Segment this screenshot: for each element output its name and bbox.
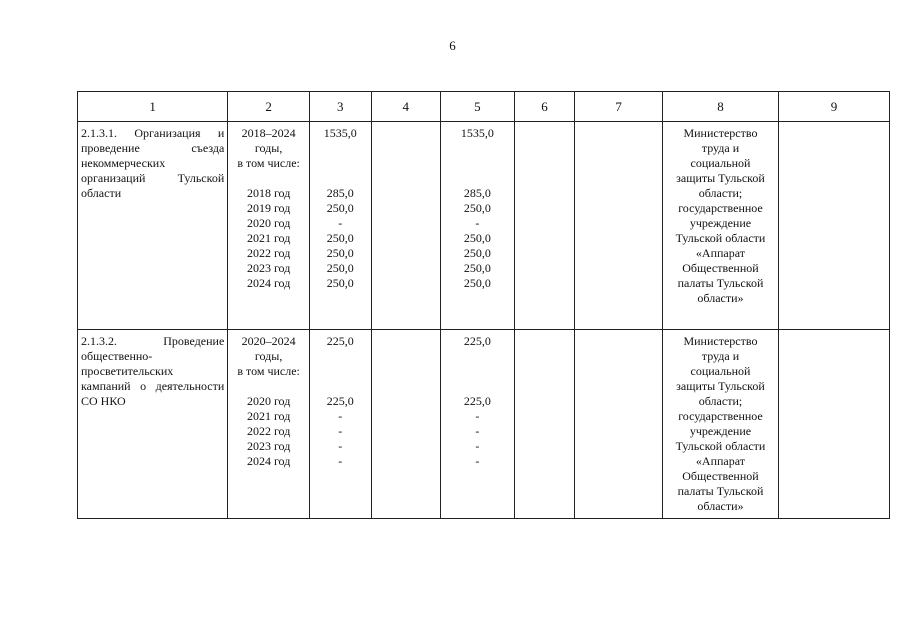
executor-line: учреждение — [689, 424, 752, 438]
spacer — [310, 156, 371, 171]
executor-line: области; — [698, 394, 743, 408]
year-label: 2024 год — [246, 454, 291, 468]
activity-name-line: СО НКО — [81, 394, 126, 408]
spacer — [228, 171, 309, 186]
executor-line: Общественной — [682, 469, 759, 483]
year-value: 250,0 — [326, 201, 354, 215]
activity-name-line: области — [81, 186, 122, 200]
spacer — [441, 156, 514, 171]
year-value: 285,0 — [463, 186, 491, 200]
year-label: 2019 год — [246, 201, 291, 215]
total-value: 1535,0 — [460, 126, 494, 140]
executor-line: палаты Тульской — [677, 276, 764, 290]
column-header-8: 8 — [662, 92, 778, 122]
activity-name-line: общественно- — [81, 349, 153, 363]
column-header-4: 4 — [371, 92, 441, 122]
activity-name-line: 2.1.3.2. Проведение — [81, 334, 225, 348]
year-value: 250,0 — [326, 261, 354, 275]
year-value: 250,0 — [326, 276, 354, 290]
federal-budget-cell — [371, 330, 441, 519]
executor-line: области; — [698, 186, 743, 200]
header-row — [78, 92, 890, 122]
funding-total-cell — [309, 330, 371, 519]
federal-budget-cell — [371, 122, 441, 330]
column-9-cell — [778, 330, 889, 519]
spacer — [441, 364, 514, 379]
spacer — [310, 171, 371, 186]
year-label: 2024 год — [246, 276, 291, 290]
spacer — [310, 349, 371, 364]
spacer — [310, 364, 371, 379]
spacer — [441, 349, 514, 364]
spacer — [228, 379, 309, 394]
column-header-6: 6 — [514, 92, 575, 122]
spacer — [441, 379, 514, 394]
extrabudget-cell — [575, 122, 663, 330]
activity-name-line: просветительских — [81, 364, 174, 378]
period-line: 2018–2024 — [241, 126, 296, 140]
year-label: 2022 год — [246, 424, 291, 438]
executor-line: труда и — [701, 349, 740, 363]
regional-budget-cell — [441, 122, 515, 330]
executor-line: социальной — [690, 156, 751, 170]
column-header-2: 2 — [228, 92, 310, 122]
year-label: 2020 год — [246, 394, 291, 408]
extrabudget-cell — [575, 330, 663, 519]
column-9-cell — [778, 122, 889, 330]
column-header-5: 5 — [441, 92, 515, 122]
year-value: 225,0 — [326, 394, 354, 408]
executor-cell — [662, 330, 778, 519]
executor-line: Тульской области — [675, 439, 766, 453]
year-value: 250,0 — [463, 276, 491, 290]
year-value: - — [475, 216, 480, 230]
total-value: 225,0 — [463, 334, 491, 348]
activity-name-line: проведение съезда — [81, 141, 225, 155]
year-value: 250,0 — [463, 201, 491, 215]
year-value: - — [338, 454, 343, 468]
table-row — [78, 122, 890, 330]
year-label: 2023 год — [246, 439, 291, 453]
period-line: годы, — [254, 349, 283, 363]
column-header-9: 9 — [778, 92, 889, 122]
period-line: 2020–2024 — [241, 334, 296, 348]
local-budget-cell — [514, 330, 575, 519]
executor-line: защиты Тульской — [676, 379, 765, 393]
period-cell — [228, 330, 310, 519]
column-header-1: 1 — [78, 92, 228, 122]
year-value: - — [338, 424, 343, 438]
year-value: - — [475, 454, 480, 468]
year-label: 2021 год — [246, 231, 291, 245]
period-cell — [228, 122, 310, 330]
column-header-3: 3 — [309, 92, 371, 122]
page-number: 6 — [449, 38, 456, 53]
program-table — [77, 91, 890, 519]
year-label: 2021 год — [246, 409, 291, 423]
regional-budget-cell — [441, 330, 515, 519]
year-value: 250,0 — [463, 231, 491, 245]
activity-name-cell — [78, 330, 228, 519]
table-row — [78, 330, 890, 519]
executor-line: учреждение — [689, 216, 752, 230]
activity-name-cell — [78, 122, 228, 330]
year-label: 2023 год — [246, 261, 291, 275]
executor-line: «Аппарат — [695, 246, 746, 260]
activity-name-line: некоммерческих — [81, 156, 166, 170]
executor-line: труда и — [701, 141, 740, 155]
period-line: в том числе: — [237, 156, 300, 170]
funding-total-cell — [309, 122, 371, 330]
total-value: 225,0 — [326, 334, 354, 348]
spacer — [441, 171, 514, 186]
executor-line: Министерство — [683, 126, 758, 140]
year-label: 2022 год — [246, 246, 291, 260]
executor-line: социальной — [690, 364, 751, 378]
column-header-7: 7 — [575, 92, 663, 122]
year-value: 250,0 — [463, 246, 491, 260]
year-label: 2018 год — [246, 186, 291, 200]
executor-line: Тульской области — [675, 231, 766, 245]
executor-line: «Аппарат — [695, 454, 746, 468]
executor-line: области» — [697, 499, 744, 513]
executor-line: государственное — [678, 201, 763, 215]
year-value: - — [338, 216, 343, 230]
activity-name-line: кампаний о деятельности — [81, 379, 225, 393]
spacer — [441, 141, 514, 156]
year-value: 250,0 — [326, 246, 354, 260]
total-value: 1535,0 — [323, 126, 357, 140]
period-line: в том числе: — [237, 364, 300, 378]
executor-line: Министерство — [683, 334, 758, 348]
year-value: - — [475, 424, 480, 438]
year-value: - — [338, 409, 343, 423]
executor-line: палаты Тульской — [677, 484, 764, 498]
year-value: - — [475, 409, 480, 423]
executor-cell — [662, 122, 778, 330]
local-budget-cell — [514, 122, 575, 330]
executor-line: государственное — [678, 409, 763, 423]
year-label: 2020 год — [246, 216, 291, 230]
spacer — [310, 379, 371, 394]
period-line: годы, — [254, 141, 283, 155]
year-value: 225,0 — [463, 394, 491, 408]
activity-name-line: организаций Тульской — [81, 171, 225, 185]
year-value: - — [475, 439, 480, 453]
executor-line: Общественной — [682, 261, 759, 275]
year-value: 250,0 — [463, 261, 491, 275]
executor-line: области» — [697, 291, 744, 305]
year-value: 285,0 — [326, 186, 354, 200]
spacer — [310, 141, 371, 156]
activity-name-line: 2.1.3.1. Организация и — [81, 126, 225, 140]
executor-line: защиты Тульской — [676, 171, 765, 185]
year-value: 250,0 — [326, 231, 354, 245]
year-value: - — [338, 439, 343, 453]
